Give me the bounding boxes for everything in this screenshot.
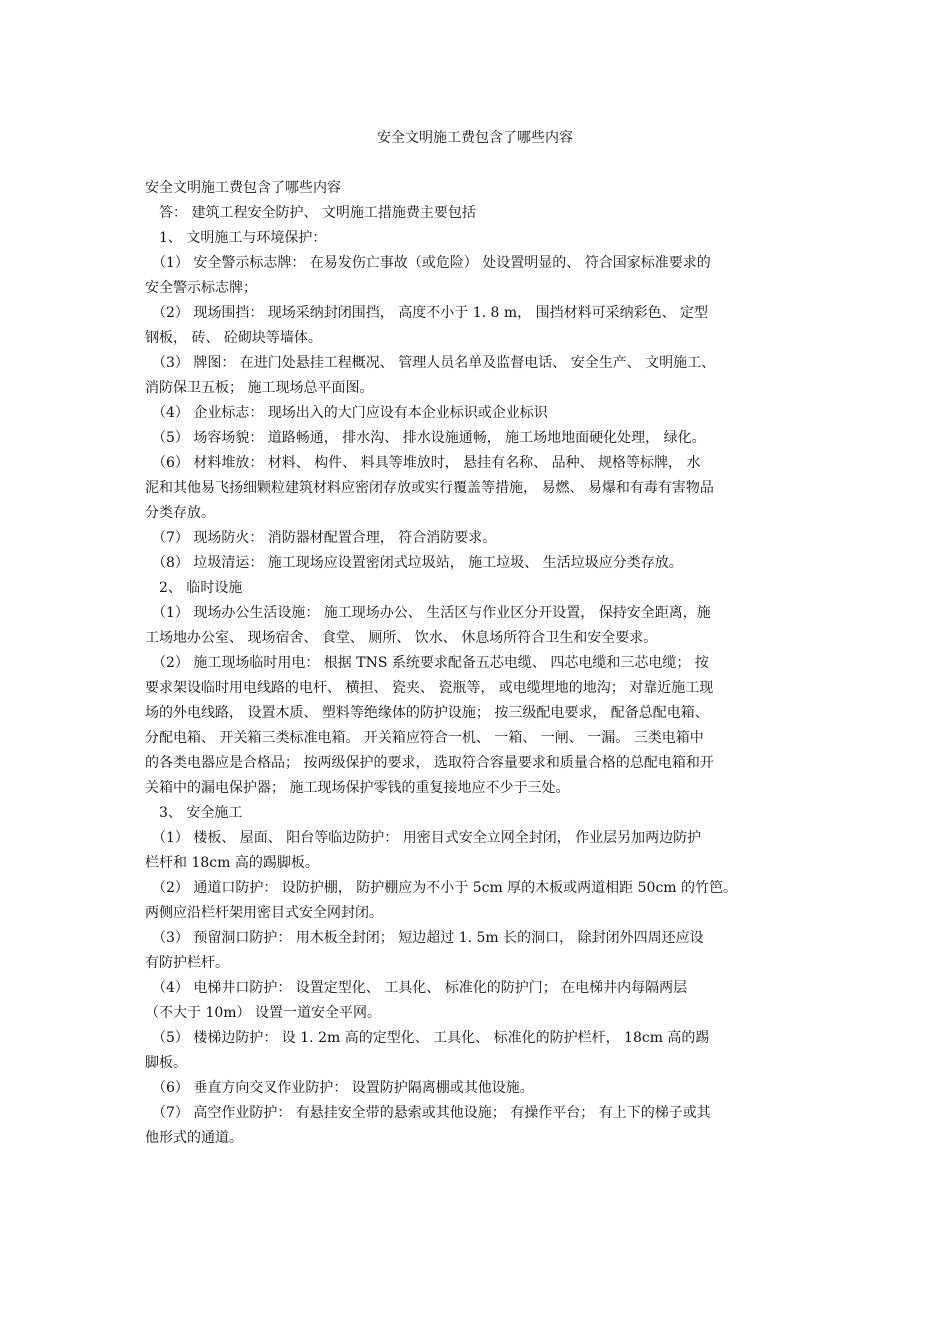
text-line: 安全文明施工费包含了哪些内容	[145, 180, 341, 196]
text-line: （4） 企业标志： 现场出入的大门应设有本企业标识或企业标识	[145, 405, 548, 421]
text-line: （1） 楼板、 屋面、 阳台等临边防护： 用密目式安全立网全封闭， 作业层另加两边防护	[145, 830, 702, 846]
text-line: （2） 施工现场临时用电： 根据 TNS 系统要求配备五芯电缆、 四芯电缆和三芯电缆； 按	[145, 655, 709, 671]
text-line: 分配电箱、 开关箱三类标准电箱。 开关箱应符合一机、 一箱、 一闸、 一漏。 三类电箱中	[145, 730, 704, 746]
text-line: （5） 楼梯边防护： 设 1. 2m 高的定型化、 工具化、 标准化的防护栏杆， 18cm 高的踢	[145, 1030, 710, 1046]
text-line: 消防保卫五板； 施工现场总平面图。	[145, 380, 374, 396]
text-line: （6） 材料堆放： 材料、 构件、 料具等堆放时， 悬挂有名称、 品种、 规格等标牌， 水	[145, 455, 701, 471]
text-line: 的各类电器应是合格品； 按两级保护的要求， 选取符合容量要求和质量合格的总配电箱和开	[145, 755, 714, 771]
text-line: （6） 垂直方向交叉作业防护： 设置防护隔离棚或其他设施。	[145, 1080, 534, 1096]
text-line: （3） 牌图： 在进门处悬挂工程概况、 管理人员名单及监督电话、 安全生产、 文明施工、	[145, 355, 716, 371]
text-line: （5） 场容场貌： 道路畅通， 排水沟、 排水设施通畅， 施工场地地面硬化处理， 绿化。	[145, 430, 706, 446]
text-line: （7） 现场防火： 消防器材配置合理， 符合消防要求。	[145, 530, 497, 546]
text-line: 1、 文明施工与环境保护：	[145, 230, 327, 246]
text-line: 栏杆和 18cm 高的踢脚板。	[145, 855, 319, 871]
text-line: 要求架设临时用电线路的电杆、 横担、 瓷夹、 瓷瓶等， 或电缆埋地的地沟； 对靠近施工现	[145, 680, 714, 696]
text-line: 答： 建筑工程安全防护、 文明施工措施费主要包括	[145, 205, 476, 221]
text-line: （8） 垃圾清运： 施工现场应设置密闭式垃圾站， 施工垃圾、 生活垃圾应分类存放。	[145, 555, 683, 571]
text-line: 有防护栏杆。	[145, 955, 229, 971]
text-line: 关箱中的漏电保护器； 施工现场保护零钱的重复接地应不少于三处。	[145, 780, 570, 796]
text-line: （7） 高空作业防护： 有悬挂安全带的悬索或其他设施； 有操作平台； 有上下的梯子或其	[145, 1105, 711, 1121]
text-line: 钢板， 砖、 砼砌块等墙体。	[145, 330, 322, 346]
text-line: （2） 现场围挡： 现场采纳封闭围挡， 高度不小于 1. 8 m， 围挡材料可采纳彩色、 定型	[145, 305, 709, 321]
text-line: 他形式的通道。	[145, 1130, 243, 1146]
text-line: （4） 电梯井口防护： 设置定型化、 工具化、 标准化的防护门； 在电梯井内每隔两层	[145, 980, 688, 996]
text-line: （不大于 10m） 设置一道安全平网。	[145, 1005, 381, 1021]
document-body	[145, 176, 825, 1151]
text-line: 场的外电线路， 设置木质、 塑料等绝缘体的防护设施； 按三级配电要求， 配备总配电箱、	[145, 705, 709, 721]
text-line: （3） 预留洞口防护： 用木板全封闭； 短边超过 1. 5m 长的洞口， 除封闭外四周还应设	[145, 930, 704, 946]
text-line: （1） 安全警示标志牌： 在易发伤亡事故（或危险） 处设置明显的、 符合国家标准要求的	[145, 255, 711, 271]
document-title: 安全文明施工费包含了哪些内容	[377, 130, 573, 146]
text-line: （2） 通道口防护： 设防护棚， 防护棚应为不小于 5cm 厚的木板或两道相距 50cm 的竹笆。	[145, 880, 738, 896]
text-line: 2、 临时设施	[145, 580, 243, 596]
text-line: 两侧应沿栏杆架用密目式安全网封闭。	[145, 905, 383, 921]
text-line: 工场地办公室、 现场宿舍、 食堂、 厕所、 饮水、 休息场所符合卫生和安全要求。	[145, 630, 658, 646]
text-line: （1） 现场办公生活设施： 施工现场办公、 生活区与作业区分开设置， 保持安全距离，施	[145, 605, 711, 621]
text-line: 安全警示标志牌；	[145, 280, 257, 296]
text-line: 分类存放。	[145, 505, 215, 521]
text-line: 泥和其他易飞扬细颗粒建筑材料应密闭存放或实行覆盖等措施， 易燃、 易爆和有毒有害物品	[145, 480, 714, 496]
text-line: 3、 安全施工	[145, 805, 243, 821]
text-line: 脚板。	[145, 1055, 187, 1071]
